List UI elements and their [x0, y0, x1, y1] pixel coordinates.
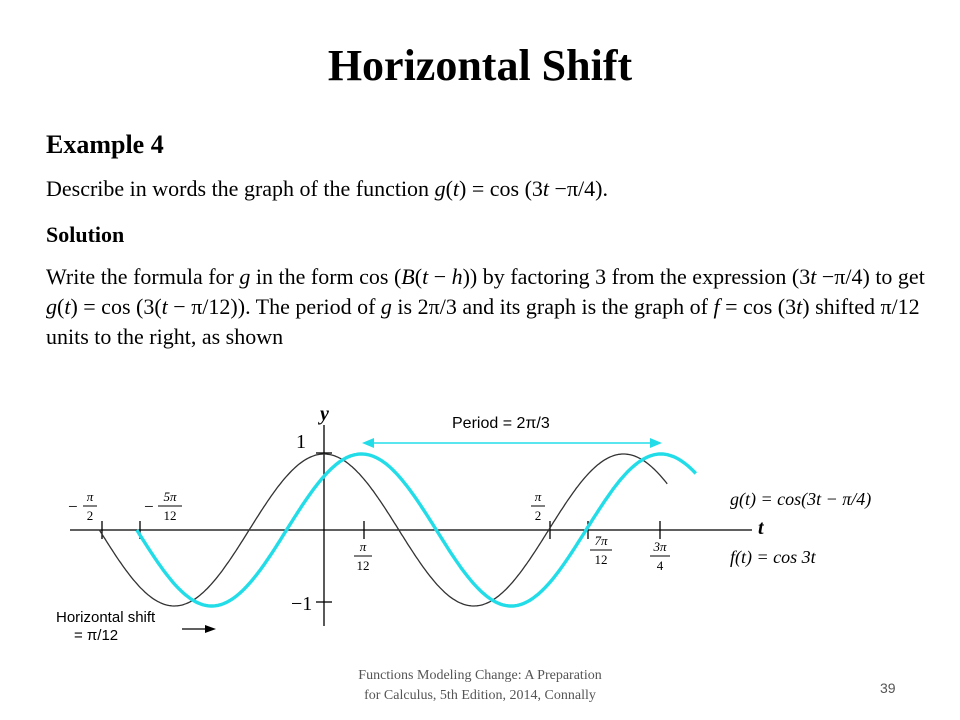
solution-fragment: ) = cos (3(	[70, 294, 162, 319]
prompt-text: −π/4).	[549, 176, 608, 201]
prompt-text: Describe in words the graph of the function	[46, 176, 435, 201]
prompt-text: ) = cos (3	[459, 176, 543, 201]
tick-label-neg-5pi-over-12-sign: −	[144, 497, 154, 516]
y-tick-label-1: 1	[296, 431, 306, 453]
g-function-label: g(t) = cos(3t − π/4)	[730, 489, 872, 509]
tick-label-neg-pi-over-2-num: π	[86, 489, 94, 504]
cosine-shift-graph	[40, 400, 920, 660]
tick-label-pi-over-2-num: π	[534, 489, 542, 504]
prompt-var-g: g	[434, 176, 446, 201]
solution-var-g: g	[380, 294, 392, 319]
solution-fragment: (	[414, 264, 423, 289]
period-label: Period = 2π/3	[452, 415, 550, 432]
solution-fragment: = cos (3	[719, 294, 797, 319]
tick-label-pi-over-12-den: 12	[356, 558, 370, 573]
tick-label-pi-over-2-den: 2	[534, 508, 542, 523]
page-number: 39	[880, 680, 896, 696]
example-prompt	[46, 176, 926, 202]
solution-var-g: g	[239, 264, 251, 289]
solution-var-t: t	[64, 294, 71, 319]
f-function-label: f(t) = cos 3t	[730, 547, 816, 567]
period-arrow-head-left	[362, 438, 374, 448]
solution-var-t: t	[796, 294, 803, 319]
prompt-var-t: t	[452, 176, 460, 201]
solution-fragment: ) shifted π/12 units to the right, as shown	[46, 294, 920, 349]
solution-var-t: t	[422, 264, 429, 289]
t-axis-label: t	[758, 517, 764, 539]
period-arrow-head-right	[650, 438, 662, 448]
solution-var-t: t	[161, 294, 168, 319]
solution-fragment: )) by factoring 3 from the expression (3	[462, 264, 811, 289]
y-tick-label-neg1: −1	[291, 593, 313, 615]
tick-label-7pi-over-12-num: 7π	[594, 533, 608, 548]
source-citation-line1: Functions Modeling Change: A Preparation	[358, 668, 602, 683]
tick-label-7pi-over-12-den: 12	[594, 552, 608, 567]
y-axis-label: y	[320, 403, 329, 425]
tick-label-neg-5pi-over-12-num: 5π	[163, 489, 177, 504]
tick-label-neg-5pi-over-12-den: 12	[163, 508, 177, 523]
solution-fragment: in the form cos (	[250, 264, 402, 289]
solution-fragment: (	[57, 294, 65, 319]
tick-label-neg-pi-over-2-sign: −	[68, 497, 78, 516]
shift-label-line1: Horizontal shift	[56, 609, 156, 626]
solution-var-b: B	[401, 264, 415, 289]
shift-arrow-head	[205, 625, 216, 633]
solution-var-t: t	[810, 264, 817, 289]
solution-fragment: −	[428, 264, 452, 289]
solution-var-g: g	[46, 294, 57, 319]
solution-fragment: −π/4) to get	[816, 264, 925, 289]
source-citation-line2: for Calculus, 5th Edition, 2014, Connally	[364, 688, 596, 703]
slide-title: Horizontal Shift	[327, 41, 633, 90]
prompt-var-t: t	[542, 176, 550, 201]
solution-var-h: h	[451, 264, 463, 289]
example-heading: Example 4	[46, 130, 164, 159]
shift-label-line2: = π/12	[74, 627, 119, 644]
tick-label-neg-pi-over-2-den: 2	[86, 508, 94, 523]
tick-label-3pi-over-4-den: 4	[656, 558, 664, 573]
solution-fragment: Write the formula for	[46, 264, 240, 289]
solution-var-f: f	[713, 294, 720, 319]
solution-heading: Solution	[46, 222, 125, 247]
solution-fragment: is 2π/3 and its graph is the graph of	[391, 294, 714, 319]
solution-text	[46, 262, 926, 352]
solution-fragment: − π/12)). The period of	[167, 294, 381, 319]
prompt-text: (	[445, 176, 453, 201]
tick-label-3pi-over-4-num: 3π	[653, 539, 667, 554]
tick-label-pi-over-12-num: π	[359, 539, 367, 554]
source-citation	[300, 666, 660, 706]
